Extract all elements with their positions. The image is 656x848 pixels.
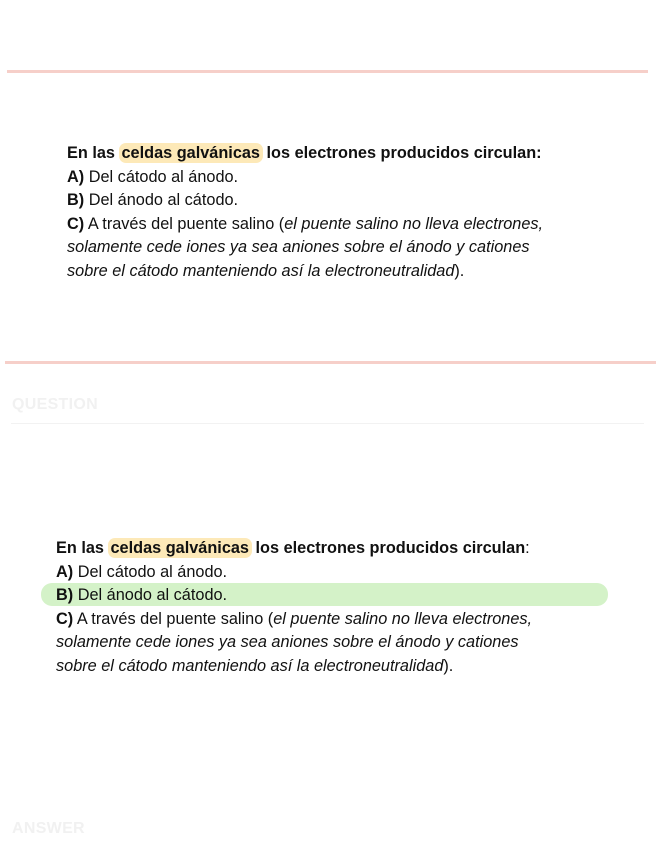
question-section-label: QUESTION [12, 396, 98, 413]
highlight-term: celdas galvánicas [119, 143, 263, 163]
answer-section-label: ANSWER [12, 820, 85, 837]
answer-stem: En las celdas galvánicas los electrones producidos circulan: [56, 539, 530, 557]
middle-divider [5, 361, 656, 364]
answer-card [56, 537, 626, 678]
answer-option-a[interactable]: A) Del cátodo al ánodo. [56, 562, 228, 581]
question-card [67, 142, 637, 283]
highlight-term: celdas galvánicas [108, 538, 252, 558]
answer-option-c-note-line2: solamente cede iones ya sea aniones sobre el ánodo y cationes [56, 633, 519, 651]
option-c-note-line2: solamente cede iones ya sea aniones sobre el ánodo y cationes [67, 238, 530, 256]
answer-option-c[interactable]: C) A través del puente salino (el puente salino no lleva electrones, [56, 609, 533, 628]
answer-option-c-note-line3: sobre el cátodo manteniendo así la electroneutralidad). [56, 656, 454, 675]
section-underline [11, 423, 644, 424]
option-a[interactable]: A) Del cátodo al ánodo. [67, 167, 239, 186]
question-stem: En las celdas galvánicas los electrones producidos circulan: [67, 144, 542, 162]
option-b[interactable]: B) Del ánodo al cátodo. [67, 191, 239, 209]
option-c-note-line3: sobre el cátodo manteniendo así la electroneutralidad). [67, 261, 465, 280]
option-c[interactable]: C) A través del puente salino (el puente salino no lleva electrones, [67, 214, 544, 233]
top-divider [7, 70, 648, 73]
answer-option-b-correct[interactable]: B) Del ánodo al cátodo. [56, 586, 228, 604]
